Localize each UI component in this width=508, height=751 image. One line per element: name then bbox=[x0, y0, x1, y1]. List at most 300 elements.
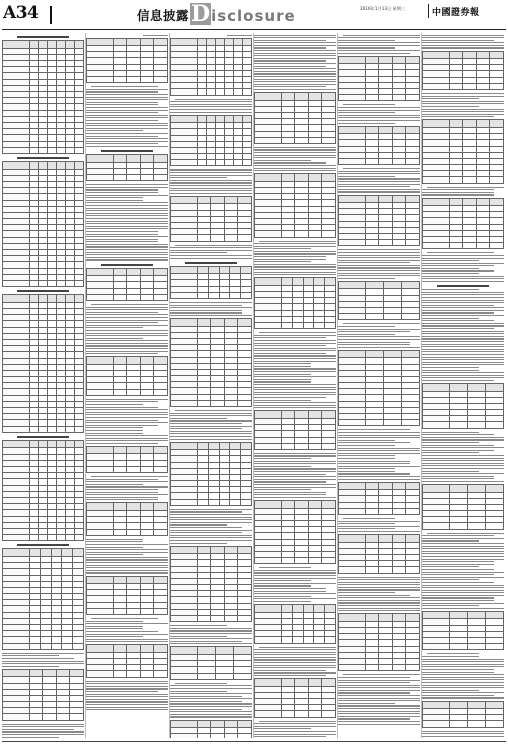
text-line bbox=[170, 638, 252, 639]
table-cell bbox=[379, 158, 393, 164]
text-line bbox=[338, 713, 420, 714]
text-line bbox=[86, 438, 168, 439]
table-cell bbox=[406, 56, 420, 64]
text-line bbox=[338, 677, 410, 678]
text-line bbox=[422, 333, 504, 334]
text-line bbox=[422, 574, 494, 575]
text-line bbox=[86, 492, 158, 493]
table-cell bbox=[197, 196, 211, 204]
data-table bbox=[338, 350, 420, 427]
text-line bbox=[254, 670, 326, 671]
table-cell bbox=[339, 126, 366, 134]
table-cell bbox=[392, 614, 406, 622]
table-cell bbox=[308, 501, 322, 509]
text-line bbox=[422, 605, 479, 606]
text-line bbox=[338, 257, 420, 258]
table-cell bbox=[379, 614, 393, 622]
text-line bbox=[254, 400, 311, 401]
table-row bbox=[255, 637, 336, 643]
table-cell bbox=[70, 714, 84, 720]
text-line bbox=[170, 535, 252, 536]
text-line bbox=[254, 343, 336, 344]
text-line bbox=[254, 593, 336, 594]
text-line bbox=[170, 522, 252, 523]
table-row bbox=[339, 508, 420, 514]
text-line bbox=[422, 325, 504, 326]
text-line bbox=[422, 669, 494, 670]
table-cell bbox=[154, 357, 168, 365]
table-row bbox=[339, 240, 420, 246]
table-cell bbox=[206, 89, 215, 95]
text-line bbox=[86, 430, 143, 431]
text-line bbox=[254, 392, 336, 393]
text-line bbox=[86, 236, 168, 237]
text-line bbox=[254, 591, 326, 592]
text-line bbox=[422, 460, 504, 461]
text-line bbox=[422, 106, 479, 107]
text-line bbox=[86, 91, 158, 92]
table-cell bbox=[43, 714, 57, 720]
text-line bbox=[254, 73, 336, 74]
table-cell bbox=[62, 549, 73, 557]
table-cell bbox=[392, 665, 406, 671]
data-table bbox=[86, 38, 168, 84]
text-line bbox=[86, 146, 168, 147]
table-cell bbox=[383, 281, 401, 289]
table-cell bbox=[127, 671, 141, 677]
table-cell bbox=[3, 295, 30, 303]
data-table bbox=[422, 484, 504, 530]
table-cell bbox=[3, 147, 30, 153]
text-line bbox=[86, 345, 168, 346]
text-line bbox=[422, 559, 504, 560]
table-cell bbox=[154, 268, 168, 276]
text-column-1 bbox=[2, 33, 84, 738]
text-line bbox=[422, 364, 504, 365]
table-cell bbox=[339, 350, 366, 358]
text-line bbox=[338, 468, 395, 469]
text-line bbox=[422, 566, 479, 567]
table-cell bbox=[171, 499, 198, 505]
table-cell bbox=[47, 440, 56, 448]
text-line bbox=[422, 192, 494, 193]
text-line bbox=[254, 570, 336, 571]
table-cell bbox=[56, 295, 65, 303]
text-line bbox=[338, 255, 420, 256]
text-line bbox=[170, 530, 252, 531]
text-line bbox=[86, 128, 168, 129]
text-line bbox=[422, 473, 504, 474]
text-line bbox=[338, 107, 420, 108]
table-cell bbox=[476, 177, 490, 183]
text-line bbox=[254, 165, 336, 166]
text-line bbox=[422, 116, 494, 117]
table-cell bbox=[230, 266, 241, 274]
table-cell bbox=[308, 679, 322, 687]
text-line bbox=[422, 600, 494, 601]
table-cell bbox=[325, 605, 336, 613]
table-cell bbox=[339, 535, 366, 543]
table-cell bbox=[3, 440, 30, 448]
text-line bbox=[86, 257, 168, 258]
text-line bbox=[338, 577, 420, 578]
text-line bbox=[86, 97, 168, 98]
text-line bbox=[422, 452, 479, 453]
table-cell bbox=[3, 669, 30, 677]
text-line bbox=[170, 247, 252, 248]
data-table bbox=[422, 611, 504, 650]
table-cell bbox=[29, 549, 40, 557]
table-header-row bbox=[339, 350, 420, 358]
table-cell bbox=[308, 137, 322, 143]
table-cell bbox=[423, 701, 450, 709]
table-cell bbox=[383, 420, 401, 426]
table-cell bbox=[211, 319, 225, 327]
data-table bbox=[170, 546, 252, 623]
table-title bbox=[101, 264, 154, 266]
table-cell bbox=[365, 420, 383, 426]
table-cell bbox=[463, 198, 477, 206]
table-cell bbox=[51, 549, 62, 557]
text-line bbox=[422, 37, 504, 38]
table-cell bbox=[339, 281, 366, 289]
text-line bbox=[91, 86, 158, 87]
table-header-row bbox=[171, 266, 252, 274]
text-line bbox=[422, 682, 504, 683]
table-cell bbox=[215, 38, 224, 46]
text-line bbox=[338, 692, 410, 693]
table-cell bbox=[423, 644, 450, 650]
table-cell bbox=[365, 665, 379, 671]
text-line bbox=[254, 76, 336, 77]
table-cell bbox=[339, 195, 366, 203]
text-line bbox=[422, 372, 504, 373]
text-line bbox=[254, 596, 311, 597]
table-header-row bbox=[3, 669, 84, 677]
issue-date: 2016年1月13日 星期三 bbox=[360, 6, 406, 11]
table-cell bbox=[463, 243, 477, 249]
table-cell bbox=[47, 535, 56, 541]
data-table bbox=[170, 266, 252, 299]
text-line bbox=[86, 704, 168, 705]
text-line bbox=[86, 621, 143, 622]
table-cell bbox=[365, 195, 379, 203]
text-line bbox=[338, 249, 420, 250]
table-cell bbox=[463, 51, 477, 59]
text-line bbox=[338, 531, 420, 532]
table-header-row bbox=[3, 162, 84, 170]
text-line bbox=[86, 231, 158, 232]
table-cell bbox=[154, 38, 168, 46]
table-cell bbox=[171, 673, 198, 679]
table-cell bbox=[238, 319, 252, 327]
table-cell bbox=[255, 558, 282, 564]
text-line bbox=[422, 548, 504, 549]
text-line bbox=[422, 40, 494, 41]
data-table bbox=[338, 281, 420, 320]
table-cell bbox=[224, 400, 238, 406]
data-table bbox=[170, 196, 252, 242]
text-line bbox=[170, 310, 242, 311]
table-header-row bbox=[87, 645, 168, 653]
text-line bbox=[338, 705, 420, 706]
text-line bbox=[338, 336, 420, 337]
table-cell bbox=[154, 608, 168, 614]
table-cell bbox=[406, 195, 420, 203]
text-line bbox=[254, 583, 336, 584]
table-row bbox=[3, 147, 84, 153]
text-line bbox=[422, 194, 494, 195]
text-line bbox=[254, 350, 336, 351]
table-cell bbox=[224, 235, 238, 241]
text-line bbox=[338, 716, 420, 717]
text-line bbox=[2, 655, 59, 656]
text-line bbox=[422, 458, 504, 459]
table-cell bbox=[197, 400, 211, 406]
text-line bbox=[422, 310, 504, 311]
table-cell bbox=[197, 442, 208, 450]
table-cell bbox=[255, 137, 282, 143]
text-line bbox=[86, 433, 143, 434]
table-header-row bbox=[423, 384, 504, 392]
text-line bbox=[170, 112, 252, 113]
text-line bbox=[86, 699, 168, 700]
text-line bbox=[338, 260, 420, 261]
text-line bbox=[343, 323, 420, 324]
table-cell bbox=[238, 400, 252, 406]
table-cell bbox=[365, 614, 379, 622]
table-cell bbox=[43, 669, 57, 677]
text-line bbox=[86, 425, 158, 426]
table-cell bbox=[281, 174, 295, 182]
table-cell bbox=[339, 56, 366, 64]
table-row bbox=[339, 314, 420, 320]
text-line bbox=[86, 539, 143, 540]
table-cell bbox=[127, 294, 141, 300]
table-cell bbox=[29, 295, 38, 303]
text-line bbox=[254, 149, 336, 150]
table-row bbox=[171, 734, 252, 738]
table-cell bbox=[339, 665, 366, 671]
text-line bbox=[338, 191, 420, 192]
table-cell bbox=[383, 314, 401, 320]
text-line bbox=[170, 177, 227, 178]
text-line bbox=[86, 215, 168, 216]
text-line bbox=[422, 305, 494, 306]
table-cell bbox=[303, 637, 314, 643]
table-cell bbox=[449, 485, 467, 493]
table-cell bbox=[308, 443, 322, 449]
unit-note bbox=[143, 35, 168, 36]
table-header-row bbox=[3, 295, 84, 303]
text-line bbox=[422, 45, 504, 46]
text-line bbox=[254, 455, 336, 456]
text-line bbox=[254, 71, 336, 72]
text-line bbox=[422, 674, 504, 675]
text-line bbox=[343, 518, 396, 519]
text-line bbox=[170, 527, 242, 528]
text-line bbox=[86, 351, 168, 352]
text-line bbox=[86, 94, 168, 95]
table-cell bbox=[322, 443, 336, 449]
text-line bbox=[254, 662, 336, 663]
table-cell bbox=[339, 314, 366, 320]
table-cell bbox=[113, 645, 127, 653]
table-cell bbox=[308, 411, 322, 419]
text-line bbox=[86, 244, 168, 245]
text-line bbox=[254, 481, 326, 482]
text-line bbox=[170, 415, 252, 416]
data-table bbox=[338, 534, 420, 573]
text-line bbox=[422, 685, 504, 686]
data-table bbox=[254, 678, 336, 717]
text-line bbox=[86, 691, 158, 692]
text-line bbox=[254, 60, 326, 61]
table-cell bbox=[56, 426, 65, 432]
table-cell bbox=[73, 643, 84, 649]
text-line bbox=[254, 453, 336, 454]
table-cell bbox=[339, 614, 366, 622]
text-line bbox=[254, 37, 336, 38]
table-cell bbox=[140, 77, 154, 83]
table-cell bbox=[140, 357, 154, 365]
table-cell bbox=[281, 137, 295, 143]
text-line bbox=[338, 597, 420, 598]
table-cell bbox=[219, 499, 230, 505]
text-line bbox=[86, 623, 168, 624]
table-cell bbox=[62, 643, 73, 649]
table-cell bbox=[211, 546, 225, 554]
text-line bbox=[170, 436, 252, 437]
table-cell bbox=[295, 711, 309, 717]
text-line bbox=[254, 340, 336, 341]
text-line bbox=[338, 37, 420, 38]
text-line bbox=[338, 521, 420, 522]
table-cell bbox=[154, 529, 168, 535]
text-line bbox=[254, 266, 336, 267]
text-line bbox=[170, 698, 252, 699]
table-cell bbox=[38, 41, 47, 49]
table-row bbox=[255, 711, 336, 717]
text-line bbox=[86, 631, 158, 632]
text-line bbox=[343, 35, 420, 36]
text-line bbox=[254, 585, 311, 586]
text-line bbox=[338, 463, 410, 464]
text-line bbox=[422, 300, 504, 301]
text-line bbox=[86, 636, 143, 637]
table-cell bbox=[233, 647, 251, 655]
text-line bbox=[422, 320, 494, 321]
text-line bbox=[170, 188, 252, 189]
table-cell bbox=[295, 411, 309, 419]
text-line bbox=[338, 442, 410, 443]
text-line bbox=[254, 259, 326, 260]
table-cell bbox=[87, 466, 114, 472]
text-line bbox=[86, 192, 158, 193]
table-cell bbox=[485, 644, 503, 650]
text-line bbox=[254, 479, 336, 480]
table-cell bbox=[154, 294, 168, 300]
table-cell bbox=[171, 319, 198, 327]
text-line bbox=[254, 147, 336, 148]
data-table bbox=[86, 502, 168, 535]
table-cell bbox=[365, 508, 379, 514]
table-cell bbox=[449, 384, 467, 392]
table-cell bbox=[379, 508, 393, 514]
table-cell bbox=[392, 240, 406, 246]
table-cell bbox=[113, 389, 127, 395]
table-cell bbox=[365, 56, 379, 64]
text-line bbox=[338, 123, 395, 124]
text-line bbox=[338, 429, 410, 430]
text-line bbox=[170, 696, 242, 697]
table-cell bbox=[241, 499, 252, 505]
text-line bbox=[338, 342, 410, 343]
text-line bbox=[422, 595, 504, 596]
text-line bbox=[86, 499, 158, 500]
table-cell bbox=[3, 426, 30, 432]
text-line bbox=[422, 450, 494, 451]
column-divider bbox=[253, 33, 254, 738]
table-cell bbox=[65, 426, 74, 432]
text-line bbox=[254, 458, 311, 459]
text-line bbox=[86, 143, 158, 144]
text-line bbox=[254, 476, 336, 477]
table-cell bbox=[197, 266, 208, 274]
text-line bbox=[338, 176, 395, 177]
text-line bbox=[86, 681, 168, 682]
text-line bbox=[254, 84, 336, 85]
text-line bbox=[170, 514, 252, 515]
page-number: A34 bbox=[3, 3, 39, 23]
text-line bbox=[2, 731, 84, 732]
table-cell bbox=[322, 411, 336, 419]
table-cell bbox=[3, 714, 30, 720]
table-cell bbox=[87, 155, 114, 163]
table-cell bbox=[87, 357, 114, 365]
text-line bbox=[86, 252, 168, 253]
text-line bbox=[422, 258, 504, 259]
table-cell bbox=[255, 411, 282, 419]
data-table bbox=[170, 318, 252, 407]
table-cell bbox=[154, 446, 168, 454]
text-line bbox=[422, 463, 504, 464]
table-cell bbox=[392, 95, 406, 101]
table-cell bbox=[154, 175, 168, 181]
table-cell bbox=[140, 268, 154, 276]
text-line bbox=[86, 254, 168, 255]
text-column-5 bbox=[338, 33, 420, 738]
text-line bbox=[254, 345, 326, 346]
text-line bbox=[338, 700, 420, 701]
text-line bbox=[254, 152, 336, 153]
table-row bbox=[3, 643, 84, 649]
text-line bbox=[170, 418, 227, 419]
text-line bbox=[86, 99, 168, 100]
text-line bbox=[254, 162, 326, 163]
text-line bbox=[86, 228, 168, 229]
text-line bbox=[86, 399, 168, 400]
text-line bbox=[338, 595, 410, 596]
text-line bbox=[338, 435, 420, 436]
text-line bbox=[86, 221, 168, 222]
table-cell bbox=[56, 714, 70, 720]
table-cell bbox=[154, 155, 168, 163]
text-line bbox=[170, 701, 242, 702]
table-cell bbox=[65, 162, 74, 170]
text-line bbox=[338, 273, 420, 274]
table-cell bbox=[197, 499, 208, 505]
